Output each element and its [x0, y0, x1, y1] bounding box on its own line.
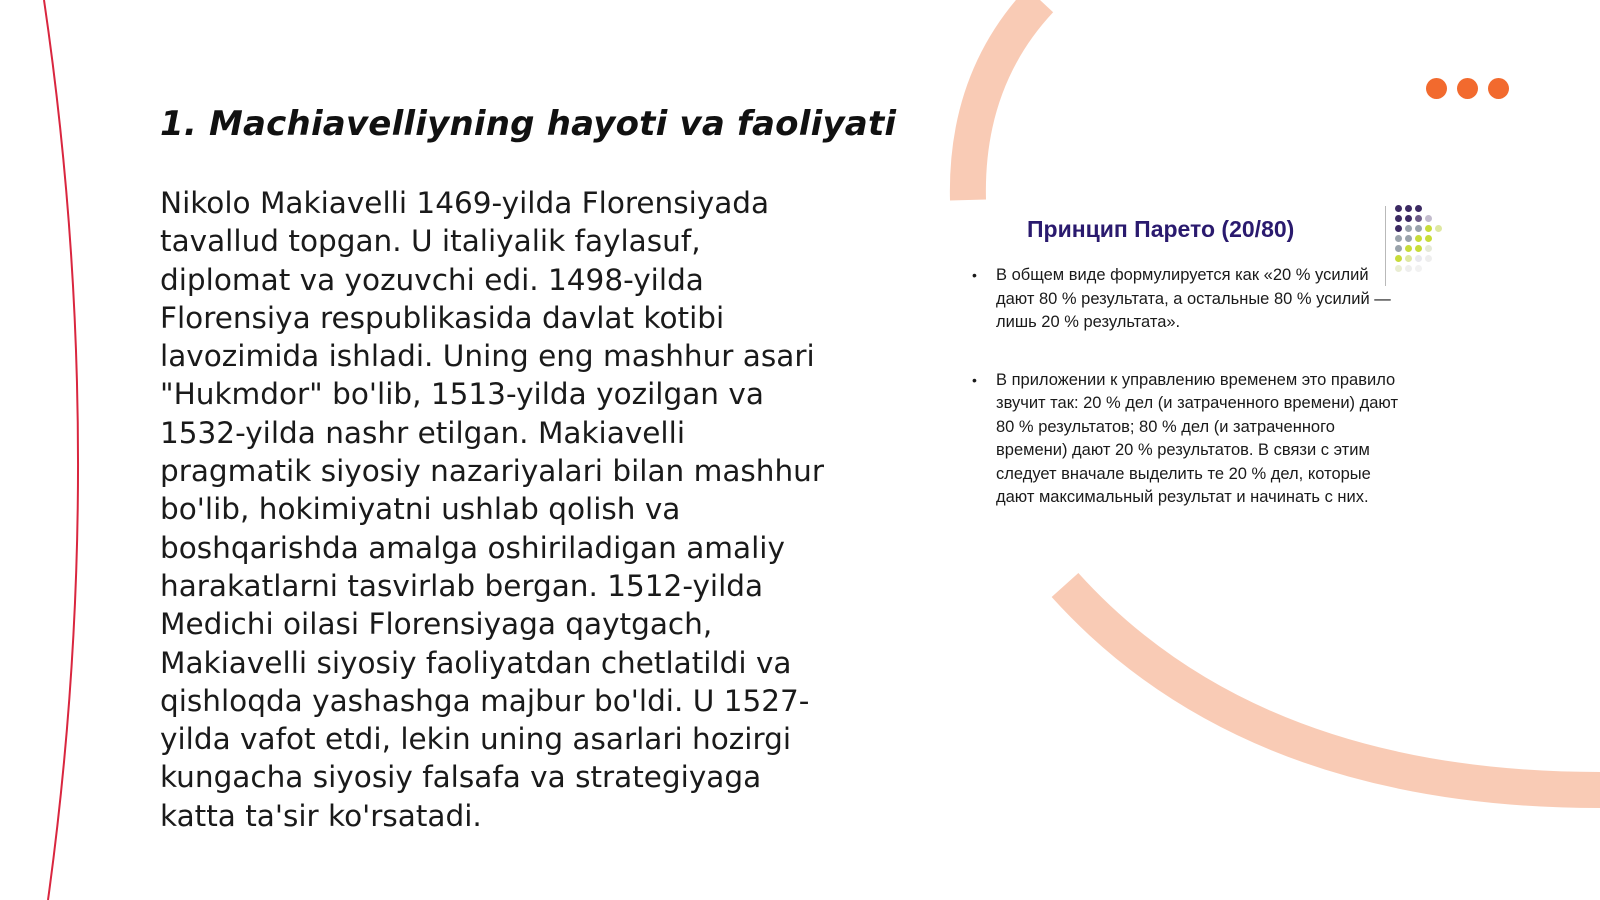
menu-dot [1457, 78, 1478, 99]
bullet-icon: • [972, 371, 977, 388]
bullet-icon: • [972, 267, 977, 283]
inset-bullet-item [972, 264, 1406, 335]
inset-bullet-item [972, 369, 1406, 510]
left-red-curve [44, 0, 78, 900]
bottom-arc-segment [1065, 585, 1600, 790]
menu-dot [1488, 78, 1509, 99]
inset-bullet-text: В приложении к управлению временем это правило звучит так: 20 % дел (и затраченного времени) дают 80 % результатов; 80 % дел (и затраченного времени) дают 20 % результатов. В связи с этим следует вначале выделить те 20 % дел, которые дают максимальный результат и начинать с них. [996, 370, 1399, 506]
inset-title: Принцип Парето (20/80) [1027, 216, 1295, 242]
inset-bullet-text: В общем виде формулируется как «20 % усилий дают 80 % результата, а остальные 80 % усилий — лишь 20 % результата». [996, 266, 1391, 331]
embedded-slide [970, 200, 1440, 550]
more-dots-icon[interactable] [1426, 78, 1518, 102]
inset-bullet-list [972, 264, 1406, 544]
menu-dot [1426, 78, 1447, 99]
slide-body-text: Nikolo Makiavelli 1469-yilda Florensiyada tavallud topgan. U italiyalik faylasuf, diplomat va yozuvchi edi. 1498-yilda Florensiya respublikasida davlat kotibi lavozimida ishladi. Uning eng mashhur asari "Hukmdor" bo'lib, 1513-yilda yozilgan va 1532-yilda nashr etilgan. Makiavelli pragmatik siyosiy nazariyalari bilan mashhur bo'lib, hokimiyatni ushlab qolish va boshqarishda amalga oshiriladigan amaliy harakatlarni tasvirlab bergan. 1512-yilda Medichi oilasi Florensiyaga qaytgach, Makiavelli siyosiy faoliyatdan chetlatildi va qishloqda yashashga majbur bo'ldi. U 1527-yilda vafot etdi, lekin uning asarlari hozirgi kungacha siyosiy falsafa va strategiyaga katta ta'sir ko'rsatadi. [160, 186, 825, 833]
slide-title: 1. Machiavelliyning hayoti va faoliyati [160, 104, 897, 144]
top-arc-segment [968, 0, 1040, 200]
